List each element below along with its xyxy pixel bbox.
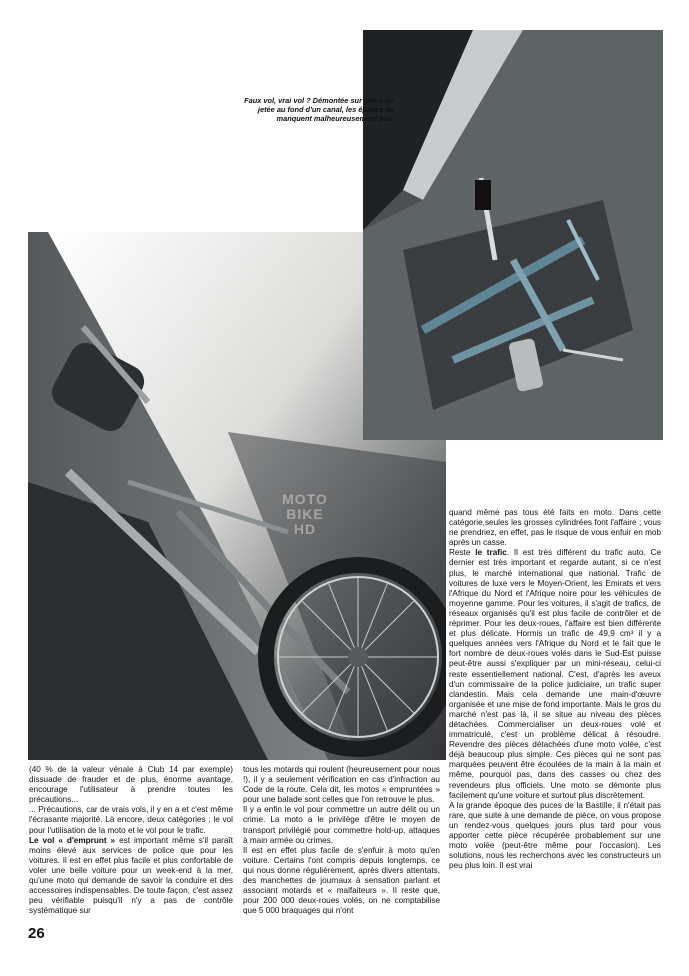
paragraph — [29, 836, 233, 917]
paragraph-lead: le trafic — [475, 548, 507, 558]
paragraph — [449, 548, 661, 800]
paragraph-body: . Il est très différent du trafic auto. Ce dernier est très important et regarde autant, si ce n'est plus, le marché international que national. Trafic de voitures de luxe vers le Moyen-Orient, les Emirats et vers l'Afrique du Nord et l'Afrique noire pour les véhicules de moyenne gamme. Pour les voitures, il s'agit de trafics, de réseaux organisés qu'il est plus facile de contrôler et de réprimer. Pour les deux-roues, l'affaire est bien différente et plus délicate. Hormis un trafic de 49,9 cm³ il y a quelques années vers l'Afrique du Nord et le fait que le fort nombre de deux-roues volés dans le Sud-Est puisse peut-être aussi s'expliquer par un mini-réseau, celui-ci reste essentiellement national. C'est, d'après les aveux d'un commissaire de la police judiciaire, un trafic super clandestin. Mais cela demande une main-d'œuvre organisée et une mise de fond importante. Mais le gros du marché n'est pas là, il se situe au niveau des pièces détachées. Commercialiser un deux-roues volé et immatriculé, c'est un problème délicat à résoudre. Revendre des pièces détachées d'une moto volée, c'est déjà beaucoup plus simple. Ces pièces qui ne sont pas marquées peuvent être écoulées de la main à la main et même, pourquoi pas, dans des casses ou chez des revendeurs plus officiels. Une moto se démonte plus facilement qu'une voiture et surtout plus discrètement. — [449, 548, 662, 800]
paragraph-prefix: Reste — [449, 548, 476, 558]
paragraph: (40 % de la valeur vénale à Club 14 par exemple) dissuade de frauder et de plus, énorme avantage, encourage l'utilisateur à prendre toutes les précautions... — [29, 765, 233, 805]
paragraph: tous les motards qui roulent (heureusement pour nous !), il y a seulement vérification en cas d'infraction au Code de la route. Cela dit, les motos « empruntées » pour une balade sont celles que l'on retrouve le plus. — [243, 765, 440, 805]
photo-dismantled-scooter — [363, 30, 663, 440]
paragraph-lead: Le vol « d'emprunt » — [29, 835, 116, 845]
paragraph: ... Précautions, car de vrais vols, il y en a et c'est même l'écrasante majorité. Là encore, deux catégories : le vol pour l'utilisation de la moto et le vol pour le trafic. — [29, 805, 233, 835]
paragraph: Il est en effet plus facile de s'enfuir à moto qu'en voiture. Certains l'ont compris depuis longtemps, ce qui nous donne régulièrement, après divers attentats, des manchettes de journaux à sensation parlant et associant motards et « malfaiteurs ». Il reste que, pour 200 000 deux-roues volés, on ne comptabilise que 5 000 braquages qui n'ont — [243, 845, 440, 916]
article-column-2 — [243, 765, 440, 916]
photo-dismantled-scooter-image — [363, 30, 663, 440]
watermark-logo: MOTO BIKE HD — [282, 491, 328, 537]
page-number: 26 — [28, 925, 45, 942]
paragraph-body: est important même s'il paraît moins élevé aux services de police que pour les voitures. Il est en effet plus facile et plus confortable de voler une belle voiture pour un week-end à la mer, qu'une moto qui demande de savoir la conduire et des accessoires indispensables. De toute façon, c'est assez peu vérifiable puisqu'il n'y a pas de contrôle systématique sur — [29, 835, 233, 916]
article-column-3 — [449, 508, 661, 871]
article-column-1 — [29, 765, 233, 916]
paragraph: Il y a enfin le vol pour commettre un autre délit ou un crime. La moto a le privilège d'être le moyen de transport privilégié pour commettre hold-up, attaques à main armée ou crimes. — [243, 805, 440, 845]
photo-caption: Faux vol, vrai vol ? Démontée sur place ou jetée au fond d'un canal, les épaves ne manquent malheureusement pas. — [244, 96, 394, 123]
paragraph: A la grande époque des puces de la Bastille, il n'était pas rare, que suite à une demande de pièce, on vous propose un rendez-vous quelques jours plus tard pour vous apporter cette pièce récupérée probablement sur une moto volée (peut-être même pour l'occasion). Les solutions, nous les recherchons avec les constructeurs un peu plus loin. Il est vrai — [449, 800, 661, 871]
paragraph: quand même pas tous été faits en moto. Dans cette catégorie,seules les grosses cylindrées font l'affaire ; vous ne prendriez, en effet, pas le risque de vous enfuir en mob après un casse. — [449, 508, 661, 548]
